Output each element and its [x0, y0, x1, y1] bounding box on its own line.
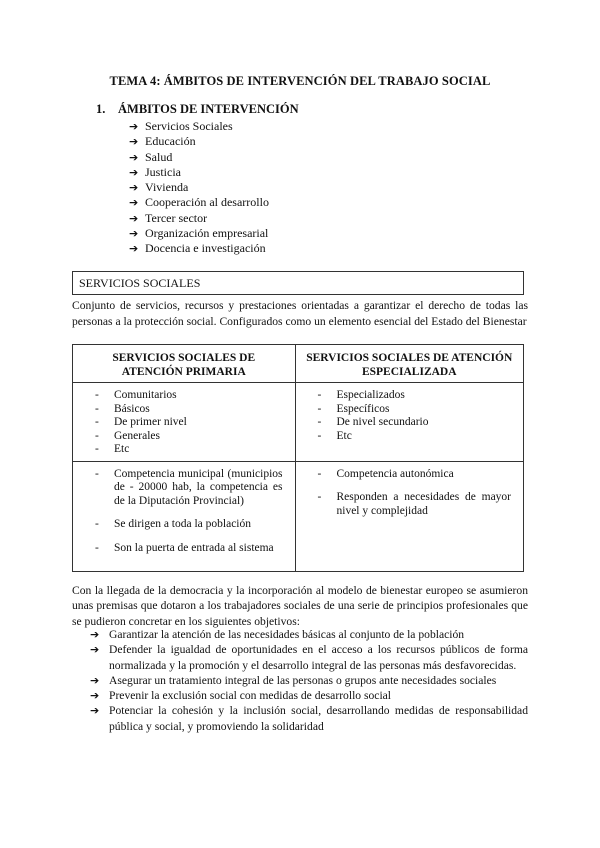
list-item: - Competencia municipal (municipios de - 20000 hab, la competencia es de la Diputación Provincial) — [95, 468, 283, 509]
dash-list — [318, 468, 512, 519]
list-item: ➔ Asegurar un tratamiento integral de las personas o grupos ante necesidades sociales — [90, 673, 497, 687]
list-item: ➔ Defender la igualdad de oportunidades en el acceso a los recursos públicos de forma normalizada y la promoción y el desarrollo integral de las personas más desfavorecidas. — [90, 643, 528, 672]
servicios-table — [72, 344, 524, 572]
list-item: - Competencia autonómica — [318, 468, 512, 482]
arrow-icon: ➔ — [90, 704, 100, 718]
list-item: ➔ Salud — [129, 149, 173, 164]
arrow-icon: ➔ — [129, 242, 139, 256]
list-item: ➔ Garantizar la atención de las necesidades básicas al conjunto de la población — [90, 628, 465, 641]
objectives-list — [90, 627, 528, 734]
list-item: - Básicos — [95, 403, 283, 417]
list-item: ➔ Potenciar la cohesión y la inclusión social, desarrollando medidas de responsabilidad pública y social, y promoviendo la solidaridad — [90, 704, 528, 733]
list-item: - Especializados — [318, 389, 512, 403]
document-title: TEMA 4: ÁMBITOS DE INTERVENCIÓN DEL TRABAJO SOCIAL — [109, 74, 491, 88]
list-item: - Generales — [95, 430, 283, 444]
section-number: 1. — [96, 102, 106, 116]
context-paragraph: Con la llegada de la democracia y la incorporación al modelo de bienestar europeo se asumieron unas premisas que dotaron a los trabajadores sociales de una serie de principios profesionales que se pudieron concretar en los siguientes objetivos: — [72, 584, 528, 628]
section-heading — [96, 102, 299, 117]
list-item: - Comunitarios — [95, 389, 283, 403]
arrow-icon: ➔ — [129, 227, 139, 241]
header-atencion-primaria: SERVICIOS SOCIALES DE ATENCIÓN PRIMARIA — [73, 345, 296, 383]
table-cell — [295, 461, 524, 571]
list-item: - Son la puerta de entrada al sistema — [95, 542, 283, 556]
list-item: ➔ Educación — [129, 134, 196, 149]
table-cell — [73, 383, 296, 462]
list-item: - De nivel secundario — [318, 416, 512, 430]
list-item: ➔ Servicios Sociales — [129, 119, 233, 133]
table-cell — [295, 383, 524, 462]
list-item: ➔ Docencia e investigación — [129, 241, 266, 256]
arrow-icon: ➔ — [90, 643, 100, 657]
list-item: ➔ Prevenir la exclusión social con medidas de desarrollo social — [90, 689, 392, 703]
arrow-icon: ➔ — [129, 120, 139, 133]
arrow-icon: ➔ — [129, 196, 139, 210]
list-item: ➔ Tercer sector — [129, 210, 208, 225]
list-item: - Etc — [318, 430, 512, 444]
arrow-icon: ➔ — [129, 135, 139, 149]
arrow-icon: ➔ — [90, 628, 100, 641]
list-item: ➔ Organización empresarial — [129, 226, 269, 241]
dash-list — [318, 389, 512, 443]
section-heading-text: ÁMBITOS DE INTERVENCIÓN — [118, 102, 299, 116]
arrow-icon: ➔ — [90, 689, 100, 703]
ambitos-list — [129, 119, 269, 257]
list-item: ➔ Vivienda — [129, 180, 189, 195]
list-item: ➔ Justicia — [129, 164, 181, 179]
arrow-icon: ➔ — [129, 211, 139, 225]
header-atencion-especializada: SERVICIOS SOCIALES DE ATENCIÓN ESPECIALIZADA — [295, 345, 524, 383]
arrow-icon: ➔ — [90, 673, 100, 687]
list-item: ➔ Cooperación al desarrollo — [129, 195, 269, 210]
dash-list — [95, 389, 283, 457]
dash-list — [95, 468, 283, 556]
arrow-icon: ➔ — [129, 181, 139, 195]
definition-paragraph: Conjunto de servicios, recursos y prestaciones orientadas a garantizar el derecho de todas las personas a la protección social. Configurados como un elemento esencial del Estado del Bienestar — [72, 299, 528, 328]
table-cell — [73, 461, 296, 571]
servicios-sociales-box: SERVICIOS SOCIALES — [72, 271, 524, 295]
list-item: - Se dirigen a toda la población — [95, 518, 283, 532]
list-item: - Responden a necesidades de mayor nivel y complejidad — [318, 491, 512, 518]
arrow-icon: ➔ — [129, 150, 139, 164]
list-item: - Etc — [95, 443, 283, 457]
list-item: - De primer nivel — [95, 416, 283, 430]
arrow-icon: ➔ — [129, 165, 139, 179]
list-item: - Específicos — [318, 403, 512, 417]
